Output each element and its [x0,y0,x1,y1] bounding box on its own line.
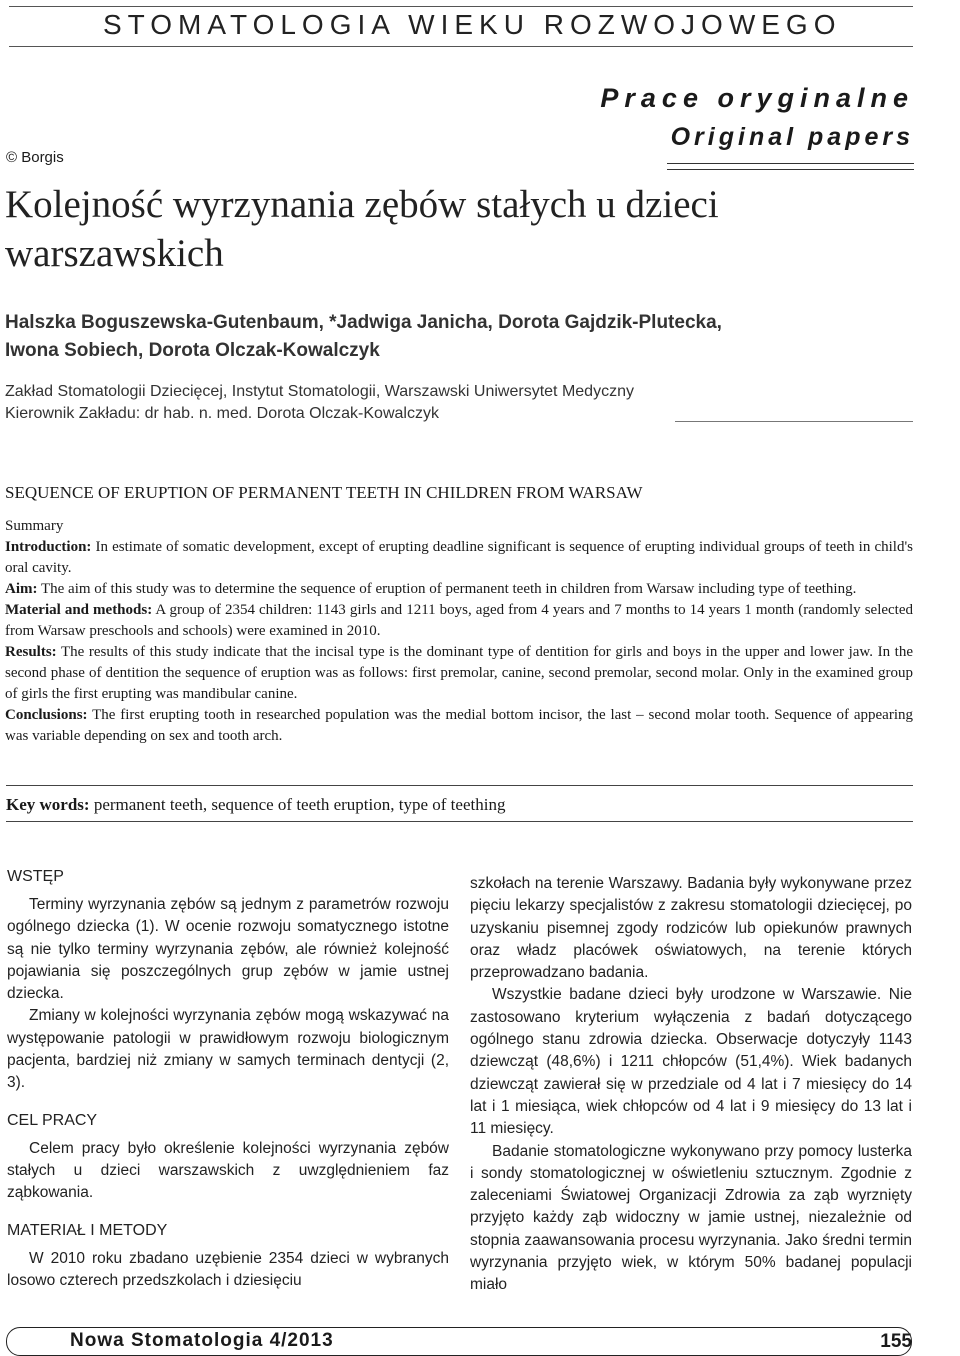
results-text: The results of this study indicate that the incisal type is the dominant type of dentition for girls and boys in the upper and lower jaw. In the second phase of dentition the sequence of eruption was as follows: first premolar, canine, second premolar, second molar. Only in the examined group of girls the first erupting was mandibular canine. [5,644,913,702]
english-title: SEQUENCE OF ERUPTION OF PERMANENT TEETH IN CHILDREN FROM WARSAW [5,483,643,502]
paper-type-rule [667,163,914,170]
conclusions-label: Conclusions: [5,707,88,723]
aim-label: Aim: [5,581,38,597]
methods-paragraph-1: W 2010 roku zbadano uzębienie 2354 dzieci w wybranych losowo czterech przedszkolach i dziesięciu [7,1249,449,1289]
author-list [5,309,905,365]
keywords-text: permanent teeth, sequence of teeth eruption, type of teething [89,795,506,814]
introduction-text: In estimate of somatic development, except of erupting deadline significant is sequence of erupting individual groups of teeth in child's oral cavity. [5,539,913,576]
affiliation-block [5,381,905,425]
journal-section-title: STOMATOLOGIA WIEKU ROZWOJOWEGO [103,9,842,40]
keywords-label: Key words: [6,795,90,814]
department-head: Kierownik Zakładu: dr hab. n. med. Dorota Olczak-Kowalczyk [5,405,439,422]
conclusions-text: The first erupting tooth in researched population was the medial bottom incisor, the last – second molar tooth. Sequence of appearing was variable depending on sex and tooth arch. [5,707,913,744]
section-heading-aim: CEL PRACY [7,1111,98,1129]
article-title: Kolejność wyrzynania zębów stałych u dzieci warszawskich [5,183,719,275]
methods-paragraph-4: Badanie stomatologiczne wykonywano przy pomocy lusterka i sondy stomatologicznej w oświetleniu sztucznym. Zgodnie z zaleceniami Światowej Organizacji Zdrowia za ząb wyrznięty przyjęto każdy ząb widoczny w jamie ustnej, niezależnie od stopnia zaawansowania procesu wyrzynania. Jako średni termin wyrzynania przyjęto wiek, w którym 50% badanej populacji miało [470,1142,912,1294]
footer-journal: Nowa Stomatologia 4/2013 [70,1330,334,1351]
authors-line-2: Iwona Sobiech, Dorota Olczak-Kowalczyk [5,340,380,361]
affiliation: Zakład Stomatologii Dziecięcej, Instytut Stomatologii, Warszawski Uniwersytet Medyczny [5,383,634,400]
section-heading-methods: MATERIAŁ I METODY [7,1221,168,1239]
paper-type-english: Original papers [670,123,914,151]
methods-paragraph-2: szkołach na terenie Warszawy. Badania były wykonywane przez pięciu lekarzy specjalistów z zakresu stomatologii dziecięcej, po uzyskaniu pisemnej zgody rodziców lub opiekunów prawnych oraz władz placówek oświatowych, na terenie których przeprowadzano badania. [470,875,912,982]
methods-paragraph-3: Wszystkie badane dzieci były urodzone w Warszawie. Nie zastosowano kryterium wyłączenia z badań dotyczącego ogólnego stanu zdrowia dziecka. Obserwacje dotyczyły 1143 dziewcząt (48,6%) i 1211 chłopców (51,4%). Wiek badanych dziewcząt zawierał się w przedziale od 4 lat i 7 miesięcy do 14 lat i 1 miesiąca, wiek chłopców od 4 lat i 9 miesięcy do 13 lat i 11 miesięcy. [470,986,912,1138]
results-label: Results: [5,644,57,660]
body-column-left [7,866,449,1292]
methods-label: Material and methods: [5,602,153,618]
keywords [6,795,913,815]
keywords-bottom-rule [6,821,913,822]
publisher-label: © Borgis [6,149,64,166]
abstract-conclusions [5,705,913,747]
section-heading-intro: WSTĘP [7,868,64,885]
header-bottom-rule [9,46,913,47]
affiliation-rule [675,421,913,422]
page-number: 155 [880,1331,912,1352]
methods-text: A group of 2354 children: 1143 girls and 1211 boys, aged from 4 years and 7 months to 14 years 1 month (randomly selected from Warsaw preschools and schools) were examined in 2010. [5,602,914,639]
authors-line-1: Halszka Boguszewska-Gutenbaum, *Jadwiga Janicha, Dorota Gajdzik-Plutecka, [5,312,722,333]
intro-paragraph-1: Terminy wyrzynania zębów są jednym z parametrów rozwoju ogólnego dziecka (1). W ocenie rozwoju somatycznego istotne są nie tylko terminy wyrzynania zębów, ale również kolejność pojawiania się poszczególnych grup zębów w jamie ustnej dziecka. [7,896,449,1003]
summary-heading: Summary [5,518,64,534]
header-top-rule [9,6,913,7]
abstract [5,482,913,747]
abstract-methods [5,600,913,642]
body-column-right [470,873,912,1297]
paper-type-polish: Prace oryginalne [600,83,914,113]
abstract-results [5,642,913,705]
aim-text: The aim of this study was to determine the sequence of eruption of permanent teeth in children from Warsaw including type of teething. [37,581,857,597]
intro-paragraph-2: Zmiany w kolejności wyrzynania zębów mogą wskazywać na występowanie patologii w prawidłowym rozwoju biologicznym pacjenta, bardziej niż zmiany w samych terminach dentycji (2, 3). [7,1007,449,1092]
aim-paragraph: Celem pracy było określenie kolejności wyrzynania zębów stałych u dzieci warszawskich z uwzględnieniem faz ząbkowania. [7,1139,449,1202]
introduction-label: Introduction: [5,539,92,555]
abstract-aim [5,579,913,600]
keywords-top-rule [6,785,913,786]
abstract-introduction [5,537,913,579]
